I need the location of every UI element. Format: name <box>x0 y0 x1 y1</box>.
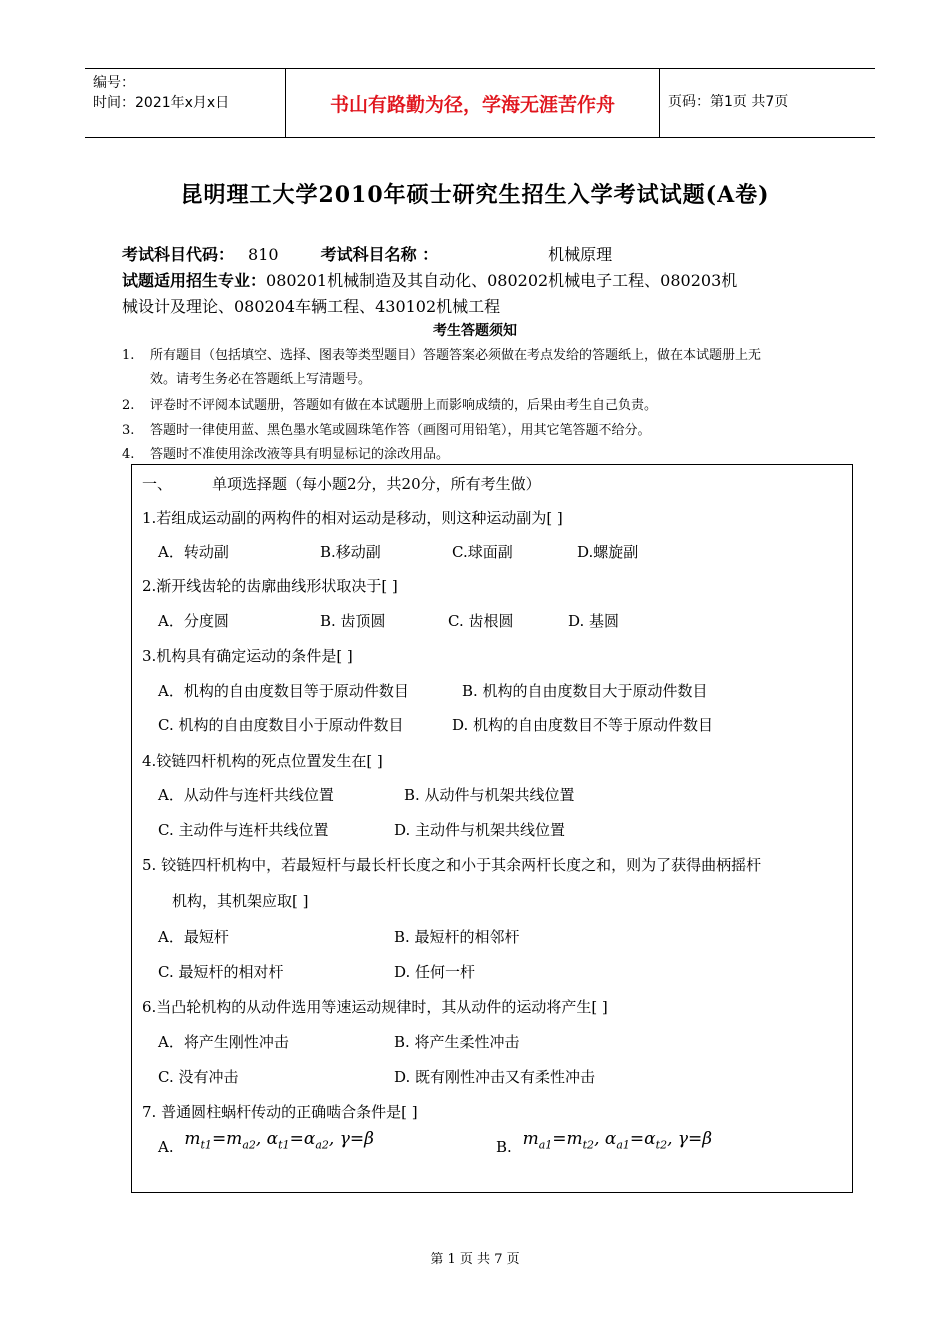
option-c: C. 齿根圆 <box>448 612 514 630</box>
option-a: A．转动副 <box>158 543 229 561</box>
option-a: A．从动件与连杆共线位置 <box>158 786 334 804</box>
subject-name-label: 考试科目名称 ： <box>320 245 439 264</box>
notice-num: 2. <box>122 398 135 413</box>
option-a: A．将产生刚性冲击 <box>158 1033 289 1051</box>
question-stem: 4.铰链四杆机构的死点位置发生在[ ] <box>142 752 383 770</box>
option-b: B. 齿顶圆 <box>320 612 386 630</box>
motto: 书山有路勤为径，学海无涯苦作舟 <box>285 69 660 137</box>
option-c: C. 最短杆的相对杆 <box>158 963 284 981</box>
option-a: A．机构的自由度数目等于原动件数目 <box>158 682 409 700</box>
section-heading <box>142 473 541 494</box>
question-stem: 7. 普通圆柱蜗杆传动的正确啮合条件是[ ] <box>142 1103 418 1121</box>
formula-a: $m_{t1}=m_{a2}$, $\alpha_{t1}=\alpha_{a2}$, γ=β <box>184 1129 374 1152</box>
exam-title: 昆明理工大学2010年硕士研究生招生入学考试试题(A卷) <box>180 182 770 208</box>
section-title: 单项选择题（每小题2分，共20分，所有考生做） <box>212 475 541 493</box>
option-b: B.移动副 <box>320 543 381 561</box>
subject-name-value: 机械原理 <box>548 245 613 264</box>
question-stem-cont: 机构，其机架应取[ ] <box>172 892 309 910</box>
option-d: D. 既有刚性冲击又有柔性冲击 <box>394 1068 596 1086</box>
option-b: B. 将产生柔性冲击 <box>394 1033 520 1051</box>
notice-num: 3. <box>122 423 135 438</box>
formula-b: $m_{a1}=m_{t2}$, $\alpha_{a1}=\alpha_{t2}$, γ=β <box>522 1129 713 1152</box>
serial-number-label: 编号： <box>93 75 135 91</box>
question-stem: 6.当凸轮机构的从动件选用等速运动规律时，其从动件的运动将产生[ ] <box>142 998 608 1016</box>
option-d: D. 主动件与机架共线位置 <box>394 821 566 839</box>
option-d: D. 机构的自由度数目不等于原动件数目 <box>452 716 714 734</box>
notice-text: 评卷时不评阅本试题册，答题如有做在本试题册上而影响成绩的，后果由考生自己负责。 <box>150 398 658 413</box>
page-header <box>85 68 875 138</box>
option-d: D. 任何一杆 <box>394 963 476 981</box>
option-d: D. 基圆 <box>568 612 620 630</box>
option-c: C. 没有冲击 <box>158 1068 239 1086</box>
major-label: 试题适用招生专业： <box>122 271 267 290</box>
option-a: A．最短杆 <box>158 928 229 946</box>
option-b: B. 机构的自由度数目大于原动件数目 <box>462 682 708 700</box>
subject-code-label: 考试科目代码： <box>122 245 235 264</box>
option-b: B. 从动件与机架共线位置 <box>404 786 575 804</box>
notice-item <box>122 344 852 392</box>
option-c: C. 主动件与连杆共线位置 <box>158 821 329 839</box>
option-a: A．分度圆 <box>158 612 229 630</box>
question-stem: 5. 铰链四杆机构中，若最短杆与最长杆长度之和小于其余两杆长度之和，则为了获得曲柄摇杆 <box>142 856 762 874</box>
notice-num: 1. <box>122 348 135 363</box>
notice-num: 4. <box>122 447 135 462</box>
subject-row <box>122 242 612 268</box>
notice-line: 所有题目（包括填空、选择、图表等类型题目）答题答案必须做在考点发给的答题纸上，做在本试题册上无 <box>150 348 762 363</box>
date-label: 时间：2021年x月x日 <box>93 95 230 111</box>
question-stem: 1.若组成运动副的两构件的相对运动是移动，则这种运动副为[ ] <box>142 509 563 527</box>
notice-text <box>150 344 850 392</box>
section-number: 一、 <box>142 475 173 493</box>
option-c: C. 机构的自由度数目小于原动件数目 <box>158 716 404 734</box>
notice-text: 答题时一律使用蓝、黑色墨水笔或圆珠笔作答（画图可用铅笔），用其它笔答题不给分。 <box>150 423 651 438</box>
notice-text: 答题时不准使用涂改液等具有明显标记的涂改用品。 <box>150 447 450 462</box>
subject-code-value: 810 <box>248 245 279 264</box>
option-b: B. 最短杆的相邻杆 <box>394 928 520 946</box>
option-a <box>158 1129 374 1159</box>
notice-line: 效。请考生务必在答题纸上写清题号。 <box>150 372 372 387</box>
option-b <box>496 1129 713 1159</box>
question-stem: 2.渐开线齿轮的齿廓曲线形状取决于[ ] <box>142 577 398 595</box>
header-meta <box>93 73 229 113</box>
notice-title: 考生答题须知 <box>433 323 517 339</box>
option-a-label: A. <box>158 1138 174 1156</box>
question-box <box>131 464 853 1193</box>
major-line-2: 械设计及理论、080204车辆工程、430102机械工程 <box>122 297 501 316</box>
page-indicator: 页码：第1页 共7页 <box>668 94 789 110</box>
major-row <box>122 268 737 294</box>
page-footer: 第 1 页 共 7 页 <box>430 1252 520 1267</box>
option-d: D.螺旋副 <box>577 543 639 561</box>
option-b-label: B. <box>496 1138 512 1156</box>
question-stem: 3.机构具有确定运动的条件是[ ] <box>142 647 353 665</box>
major-line-1: 080201机械制造及其自动化、080202机械电子工程、080203机 <box>266 271 738 290</box>
option-c: C.球面副 <box>452 543 513 561</box>
